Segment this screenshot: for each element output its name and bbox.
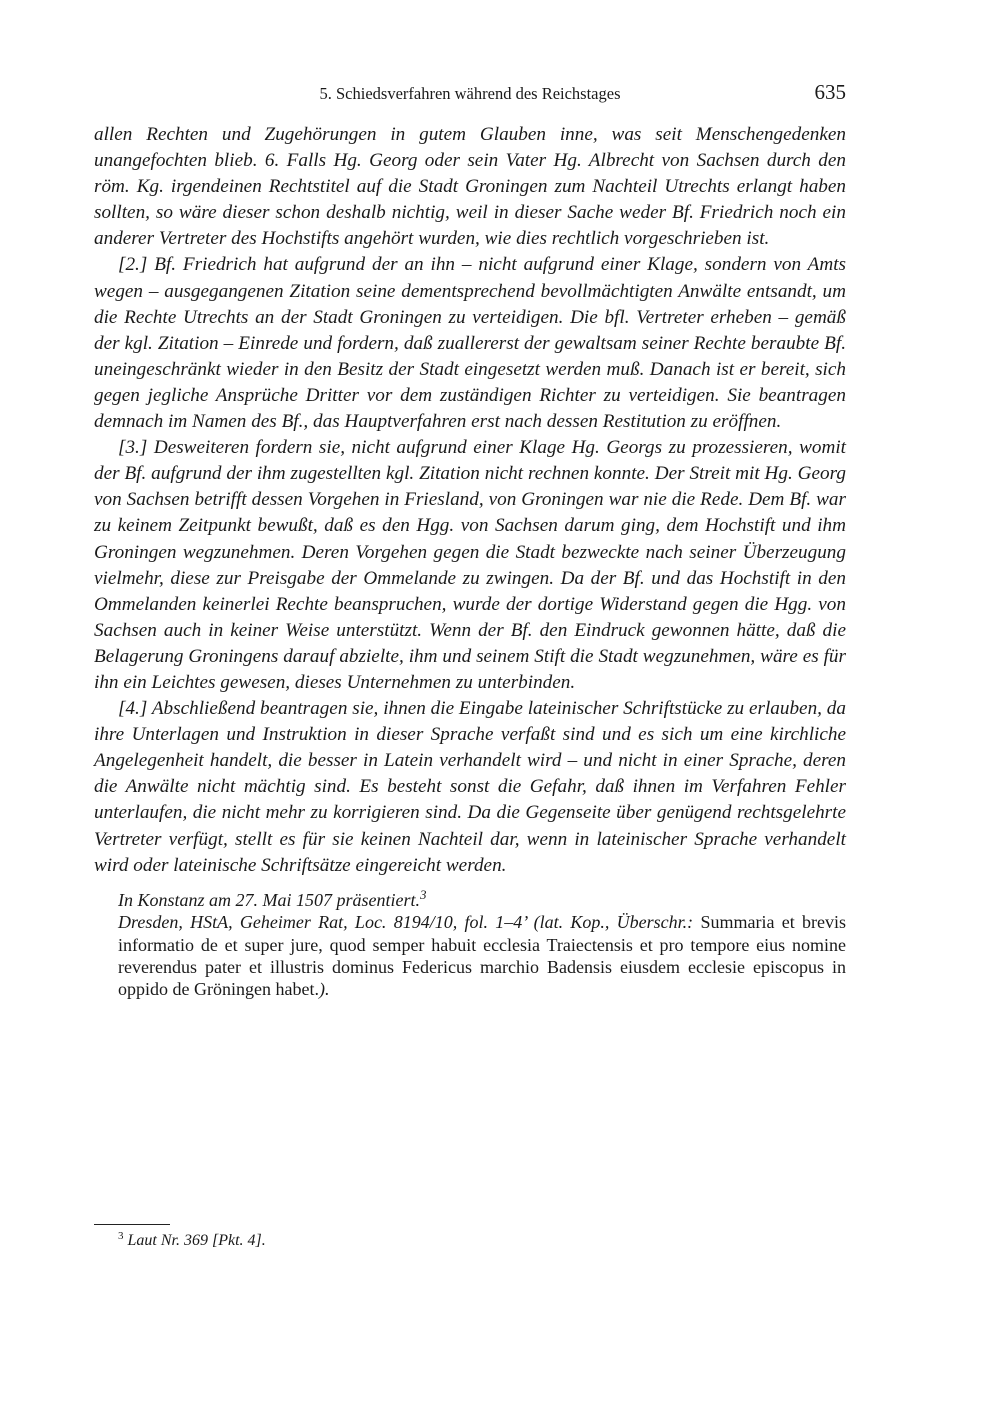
paragraph-continuation: allen Rechten und Zugehörungen in gutem Glauben inne, was seit Menschengedenken unangefochten blieb. 6. Falls Hg. Georg oder sein Vater Hg. Albrecht von Sachsen durch den röm. Kg. irgendeinen Rechtstitel auf die Stadt Groningen zum Nachteil Utrechts erlangt haben sollten, so wäre dieser schon deshalb nichtig, weil in dieser Sache weder Bf. Friedrich noch ein anderer Vertreter des Hochstifts angehört wurden, wie dies rechtlich vorgeschrieben ist. bbox=[94, 124, 846, 250]
footnote-text: Laut Nr. 369 [Pkt. 4]. bbox=[127, 1232, 266, 1249]
presentation-note bbox=[118, 886, 846, 911]
source-title: Summaria et brevis informatio de et super jure, quod semper habuit ecclesia Traiectensis et pro tempore eius nomine reverendus pater et illustris dominus Federicus marchio Badensis eiusdem ecclesie episcopus in oppido de Gröningen habet. bbox=[118, 912, 846, 1000]
footnote-number: 3 bbox=[118, 1229, 124, 1242]
presentation-text: In Konstanz am 27. Mai 1507 präsentiert. bbox=[118, 889, 421, 910]
paragraph-section-4: [4.] Abschließend beantragen sie, ihnen die Eingabe lateinischer Schriftstücke zu erlauben, da ihre Unterlagen und Instruktion in dieser Sprache verfaßt sind und es sich um eine kirchliche Angelegenheit handelt, die besser in Latein verhandelt wird – und nicht in einer Sprache, deren die Anwälte nicht mächtig sind. Es besteht sonst die Gefahr, daß ihnen im Verfahren Fehler unterlaufen, die nicht mehr zu korrigieren sind. Da die Gegenseite über genügend rechtsgelehrte Vertreter verfügt, stellt es für sie keinen Nachteil dar, wenn in lateinischer Sprache verhandelt wird oder lateinische Schriftsätze eingereicht werden. bbox=[94, 698, 846, 876]
running-title: 5. Schiedsverfahren während des Reichstages bbox=[319, 84, 621, 103]
footnote-rule bbox=[94, 1224, 170, 1225]
source-prefix: Dresden, HStA, Geheimer Rat, Loc. 8194/10, fol. 1–4’ (lat. Kop., Überschr.: bbox=[118, 912, 701, 933]
footnote bbox=[118, 1229, 266, 1250]
footnote-marker: 3 bbox=[420, 886, 427, 902]
page-number: 635 bbox=[814, 80, 846, 104]
paragraph-section-2: [2.] Bf. Friedrich hat aufgrund der an ihn – nicht aufgrund einer Klage, sondern von Amts wegen – ausgegangenen Zitation seine dementsprechend bevollmächtigten Anwälte entsandt, um die Rechte Utrechts an der Stadt Groningen zu verteidigen. Die bfl. Vertreter erheben – gemäß der kgl. Zitation – Einrede und fordern, daß zuallererst der gewaltsam seiner Rechte beraubte Bf. uneingeschränkt wieder in den Besitz der Stadt eingesetzt werden muß. Danach ist er bereit, sich gegen jegliche Ansprüche Dritter vor dem zuständigen Richter zu verteidigen. Sie beantragen demnach im Namen des Bf., das Hauptverfahren erst nach dessen Restitution zu eröffnen. bbox=[94, 254, 846, 433]
paragraph-section-3: [3.] Desweiteren fordern sie, nicht aufgrund einer Klage Hg. Georgs zu prozessieren, womit der Bf. aufgrund der ihm zugestellten kgl. Zitation nicht rechnen konnte. Der Streit mit Hg. Georg von Sachsen betrifft dessen Vorgehen in Friesland, von Groningen war nie die Rede. Dem Bf. war zu keinem Zeitpunkt bewußt, daß es den Hgg. von Sachsen darum ging, dem Hochstift und ihm Groningen wegzunehmen. Deren Vorgehen gegen die Stadt bezweckte nach seiner Überzeugung vielmehr, diese zur Preisgabe der Ommelande zu zwingen. Da der Bf. und das Hochstift in den Ommelanden keinerlei Rechte beanspruchen, wurde der dortige Widerstand gegen die Hgg. von Sachsen auch in keiner Weise unterstützt. Wenn der Bf. den Eindruck gewonnen hätte, daß die Belagerung Groningens darauf abzielte, ihm und seinem Stift die Stadt wegzunehmen, wäre es für ihn ein Leichtes gewesen, dieses Unternehmen zu unterbinden. bbox=[94, 437, 846, 693]
archival-note bbox=[94, 886, 846, 1001]
running-head bbox=[94, 80, 846, 110]
source-reference bbox=[118, 911, 846, 1001]
source-suffix: ). bbox=[318, 979, 330, 1000]
main-text bbox=[94, 122, 846, 1001]
